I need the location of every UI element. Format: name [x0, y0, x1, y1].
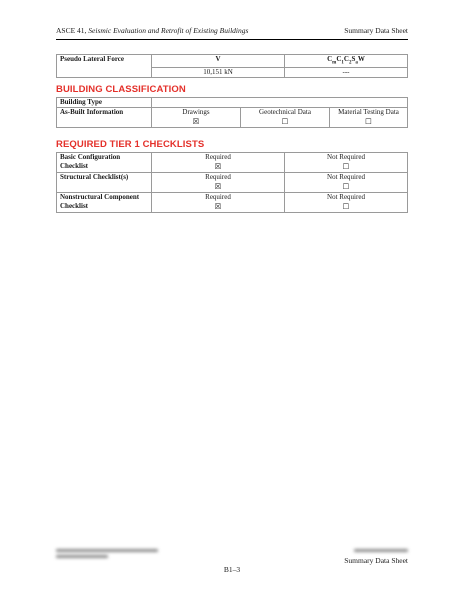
table-row — [57, 98, 408, 108]
option-label: Drawings — [182, 108, 210, 116]
not-required-label: Not Required — [327, 193, 365, 201]
checkbox-checked-icon[interactable]: ☒ — [214, 202, 222, 211]
table-row — [57, 55, 408, 68]
checkbox-checked-icon[interactable]: ☒ — [214, 182, 222, 191]
header-section-name: Summary Data Sheet — [344, 26, 408, 35]
checkbox-unchecked-icon[interactable]: ☐ — [342, 182, 350, 191]
pseudo-lateral-force-label: Pseudo Lateral Force — [57, 55, 152, 78]
header-title — [56, 26, 248, 35]
checklist-label: Nonstructural Component Checklist — [57, 193, 152, 213]
as-built-option-geotechnical — [241, 108, 330, 128]
checklist-label: Basic Configuration Checklist — [57, 153, 152, 173]
section-title-required-tier1-checklists: REQUIRED TIER 1 CHECKLISTS — [56, 139, 205, 150]
building-type-label: Building Type — [57, 98, 152, 108]
required-cell — [152, 173, 285, 193]
required-label: Required — [205, 173, 231, 181]
tier1-checklists-table — [56, 152, 408, 213]
formula-header: $C_mC_1C_2S_aW$ — [285, 55, 408, 68]
building-type-value — [152, 98, 408, 108]
not-required-cell — [285, 153, 408, 173]
checkbox-unchecked-icon[interactable]: ☐ — [365, 117, 372, 126]
checkbox-unchecked-icon[interactable]: ☐ — [342, 162, 350, 171]
required-label: Required — [205, 193, 231, 201]
table-row — [57, 173, 408, 193]
formula-value: --- — [285, 68, 408, 78]
pseudo-lateral-force-table — [56, 54, 408, 78]
v-header: V — [152, 55, 285, 68]
option-label: Geotechnical Data — [259, 108, 311, 116]
building-classification-table — [56, 97, 408, 128]
table-row — [57, 193, 408, 213]
not-required-cell — [285, 173, 408, 193]
footer-blurred-text-right — [354, 549, 408, 555]
checkbox-unchecked-icon[interactable]: ☐ — [342, 202, 350, 211]
page-header — [56, 26, 408, 38]
v-value: 10,151 kN — [152, 68, 285, 78]
not-required-label: Not Required — [327, 153, 365, 161]
required-cell — [152, 153, 285, 173]
header-rule — [56, 39, 408, 40]
checkbox-checked-icon[interactable]: ☒ — [214, 162, 222, 171]
as-built-option-drawings — [152, 108, 241, 128]
table-row — [57, 153, 408, 173]
checkbox-checked-icon[interactable]: ☒ — [192, 117, 200, 126]
checkbox-unchecked-icon[interactable]: ☐ — [281, 117, 289, 126]
not-required-cell — [285, 193, 408, 213]
footer-section-name: Summary Data Sheet — [344, 556, 408, 565]
checklist-label: Structural Checklist(s) — [57, 173, 152, 193]
required-label: Required — [205, 153, 231, 161]
header-italic-title: Seismic Evaluation and Retrofit of Existing Buildings — [88, 26, 249, 35]
header-prefix: ASCE 41, — [56, 26, 89, 35]
as-built-option-material-testing — [330, 108, 408, 128]
table-row — [57, 108, 408, 128]
footer-blurred-text — [56, 549, 166, 561]
option-label: Material Testing Data — [338, 108, 399, 116]
required-cell — [152, 193, 285, 213]
section-title-building-classification: BUILDING CLASSIFICATION — [56, 84, 186, 95]
as-built-label: As-Built Information — [57, 108, 152, 128]
not-required-label: Not Required — [327, 173, 365, 181]
page-number: B1–3 — [223, 565, 241, 574]
